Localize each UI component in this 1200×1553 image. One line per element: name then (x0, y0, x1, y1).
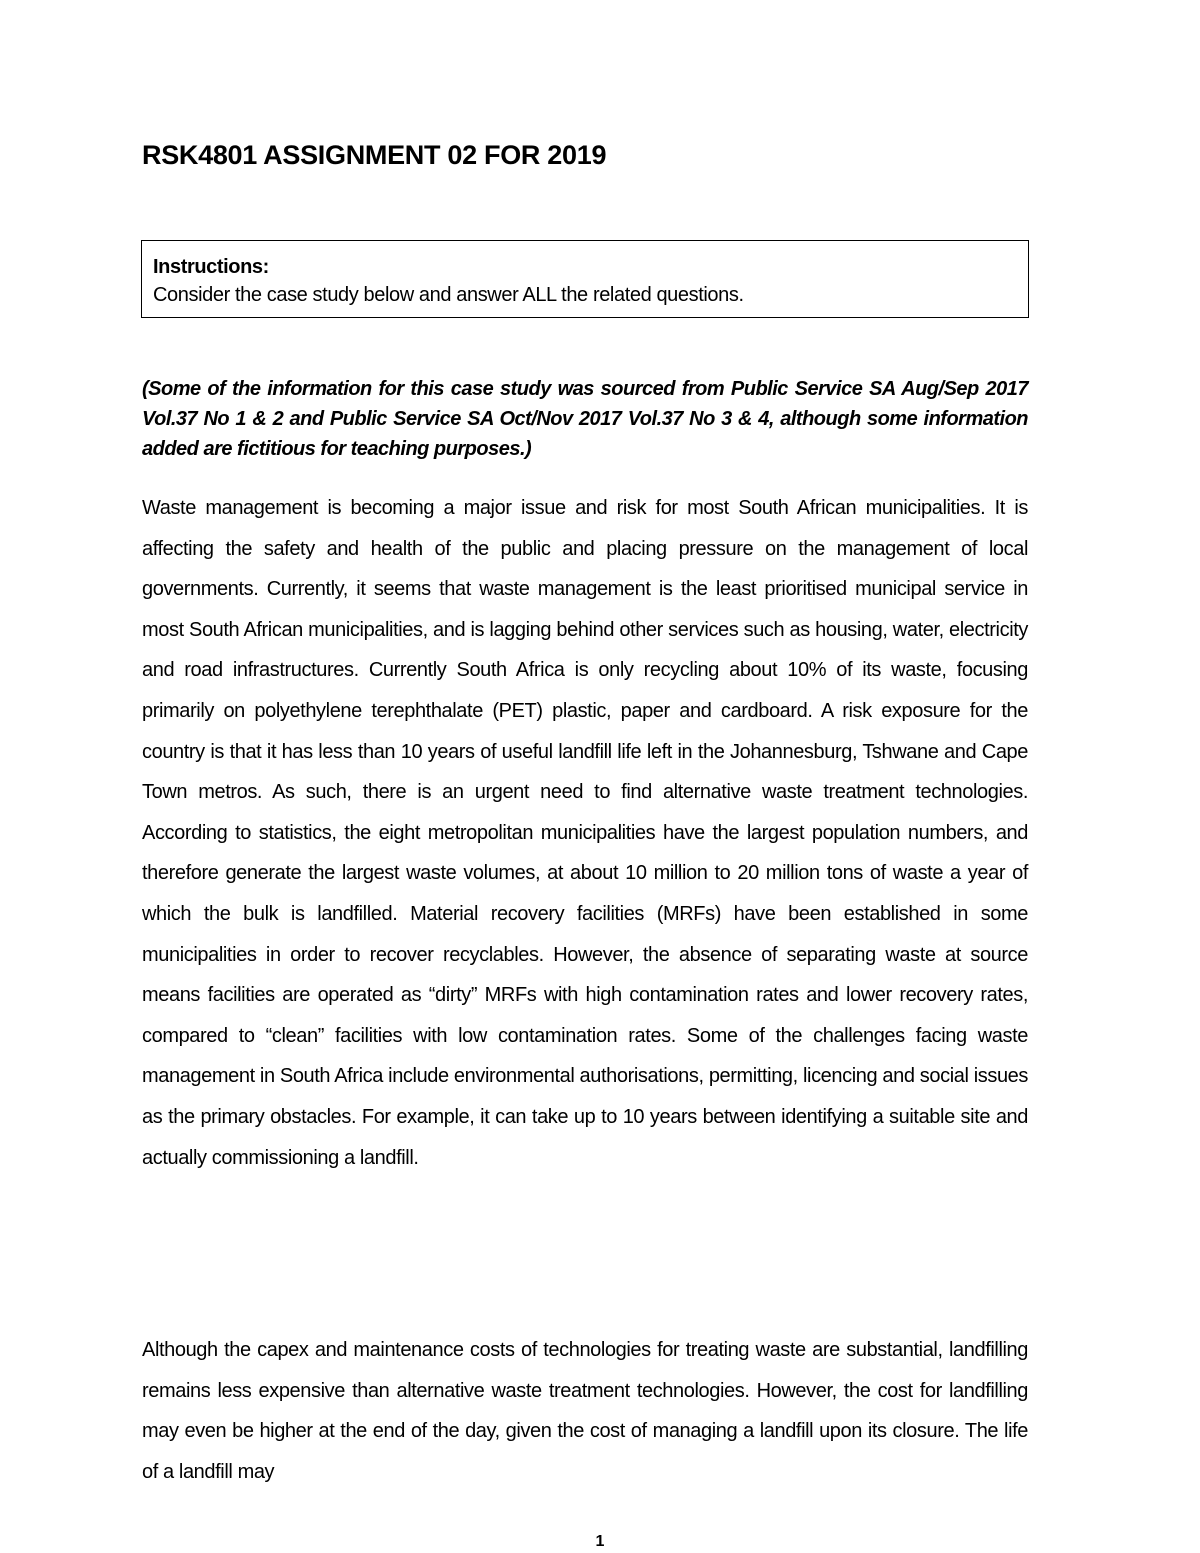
instructions-box (141, 240, 1029, 318)
document-title: RSK4801 ASSIGNMENT 02 FOR 2019 (142, 140, 607, 170)
source-note: (Some of the information for this case study was sourced from Public Service SA Aug/Sep 2017 Vol.37 No 1 & 2 and Public Service SA Oct/Nov 2017 Vol.37 No 3 & 4, although some information added are fictitious for teaching purposes.) (142, 378, 1028, 460)
page-number: 1 (595, 1533, 605, 1550)
instructions-text: Consider the case study below and answer ALL the related questions. (153, 284, 744, 306)
instructions-heading: Instructions: (153, 256, 269, 278)
case-study-paragraph-1: Waste management is becoming a major issue and risk for most South African municipalities. It is affecting the safety and health of the public and placing pressure on the management of local governments. Currently, it seems that waste management is the least prioritised municipal service in most South African municipalities, and is lagging behind other services such as housing, water, electricity and road infrastructures. Currently South Africa is only recycling about 10% of its waste, focusing primarily on polyethylene terephthalate (PET) plastic, paper and cardboard. A risk exposure for the country is that it has less than 10 years of useful landfill life left in the Johannesburg, Tshwane and Cape Town metros. As such, there is an urgent need to find alternative waste treatment technologies. According to statistics, the eight metropolitan municipalities have the largest population numbers, and therefore generate the largest waste volumes, at about 10 million to 20 million tons of waste a year of which the bulk is landfilled. Material recovery facilities (MRFs) have been established in some municipalities in order to recover recyclables. However, the absence of separating waste at source means facilities are operated as “dirty” MRFs with high contamination rates and lower recovery rates, compared to “clean” facilities with low contamination rates. Some of the challenges facing waste management in South Africa include environmental authorisations, permitting, licencing and social issues as the primary obstacles. For example, it can take up to 10 years between identifying a suitable site and actually commissioning a landfill. (142, 497, 1028, 1169)
case-study-paragraph-2: Although the capex and maintenance costs of technologies for treating waste are substantial, landfilling remains less expensive than alternative waste treatment technologies. However, the cost for landfilling may even be higher at the end of the day, given the cost of managing a landfill upon its closure. The life of a landfill may (142, 1339, 1028, 1483)
